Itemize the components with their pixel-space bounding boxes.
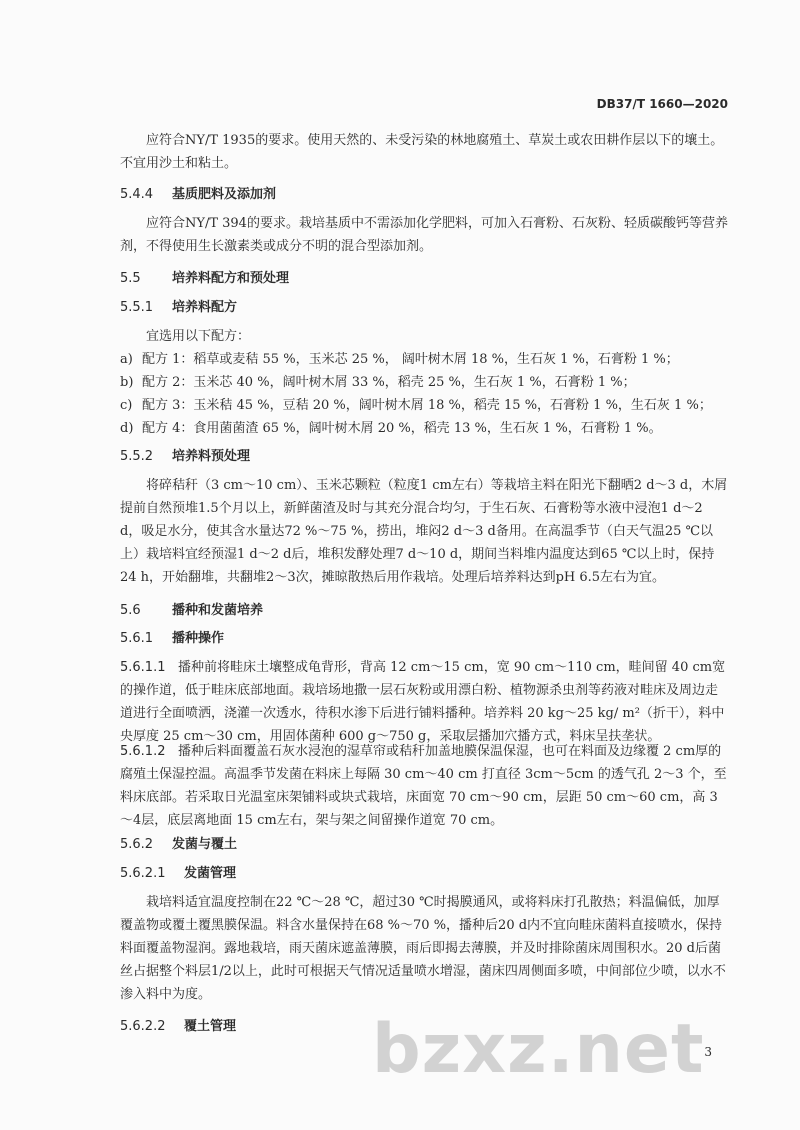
section-title: 覆土管理 [184, 1019, 237, 1034]
section-title: 培养料预处理 [172, 449, 251, 464]
heading-5-6-2-1 [120, 862, 236, 881]
list-letter: c) [120, 398, 133, 413]
list-letter: d) [120, 421, 134, 436]
paragraph-pretreatment: 将碎秸秆（3 cm～10 cm）、玉米芯颗粒（粒度1 cm左右）等栽培主料在阳光下翻晒2 d～3 d，木屑提前自然预堆1.5个月以上，新鲜菌渣及时与其充分混合均匀，于生石灰、石膏粉等水液中浸泡1 d～2 d，吸足水分，使其含水量达72 %～75 %，捞出，堆闷2 d～3 d备用。在高温季节（白天气温25 ℃以上）栽培料宜经预湿1 d～2 d后，堆积发酵处理7 d～10 d，期间当料堆内温度达到65 ℃以上时，保持24 h，开始翻堆，共翻堆2～3次，摊晾散热后用作栽培。处理后培养料达到pH 6.5左右为宜。 [120, 478, 728, 585]
list-item [120, 417, 728, 440]
standard-code: DB37/T 1660—2020 [596, 97, 728, 111]
list-text: 配方 4：食用菌菌渣 65 %，阔叶树木屑 20 %，稻壳 13 %，生石灰 1 %，石膏粉 1 %。 [142, 421, 662, 436]
clause-text: 播种后料面覆盖石灰水浸泡的湿草帘或秸秆加盖地膜保温保湿，也可在料面及边缘覆 2 cm厚的腐殖土保湿控温。高温季节发菌在料床上每隔 30 cm～40 cm 打直径 3cm～5cm 的透气孔 2～3 个，至料床底部。若采取日光温室床架铺料或块式栽培，床面宽 70 cm～90 cm，层距 50 cm～60 cm，高 3～4层，底层离地面 15 cm左右，架与架之间留操作道宽 70 cm。 [120, 744, 727, 828]
heading-5-5-1 [120, 296, 237, 315]
clause-5-6-1-1 [120, 656, 728, 748]
section-number: 5.6.2 [120, 837, 154, 852]
section-number: 5.6 [120, 603, 141, 618]
section-title: 基质肥料及添加剂 [172, 187, 277, 202]
section-number: 5.4.4 [120, 187, 154, 202]
list-text: 配方 3：玉米秸 45 %，豆秸 20 %，阔叶树木屑 18 %，稻壳 15 %，石膏粉 1 %，生石灰 1 %； [142, 398, 712, 413]
heading-5-5 [120, 267, 289, 286]
list-item [120, 348, 728, 371]
paragraph-fajun: 栽培料适宜温度控制在22 ℃～28 ℃，超过30 ℃时揭膜通风，或将料床打孔散热；料温偏低，加厚覆盖物或覆土覆黑膜保温。料含水量保持在68 %～70 %，播种后20 d内不宜向畦床菌料直接喷水，保持料面覆盖物湿润。露地栽培，雨天菌床遮盖薄膜，雨后即揭去薄膜，并及时排除菌床周围积水。20 d后菌丝占据整个料层1/2以上，此时可根据天气情况适量喷水增湿，菌床四周侧面多喷，中间部位少喷，以水不渗入料中为度。 [120, 895, 726, 1002]
clause-text: 播种前将畦床土壤整成龟背形，背高 12 cm～15 cm，宽 90 cm～110 cm，畦间留 40 cm宽的操作道，低于畦床底部地面。栽培场地撒一层石灰粉或用漂白粉、植物源杀虫剂等药液对畦床及周边走道进行全面喷洒，浇灌一次透水，待积水渗下后进行铺料播种。培养料 20 kg～25 kg/ m²（折干），料中央厚度 25 cm～30 cm，用固体菌种 600 g～750 g，采取层播加穴播方式，料床呈扶垄状。 [120, 660, 726, 744]
clause-number: 5.6.1.2 [120, 744, 166, 759]
list-text: 配方 2：玉米芯 40 %，阔叶树木屑 33 %，稻壳 25 %，生石灰 1 %，石膏粉 1 %； [142, 375, 636, 390]
section-title: 播种操作 [172, 631, 225, 646]
heading-5-6-2-2 [120, 1015, 236, 1034]
section-title: 播种和发菌培养 [172, 603, 264, 618]
list-letter: b) [120, 375, 134, 390]
section-title: 培养料配方 [172, 300, 238, 315]
heading-5-5-2 [120, 445, 250, 464]
clause-5-6-1-2 [120, 740, 728, 832]
watermark: bzxz.net [372, 1010, 705, 1089]
list-letter: a) [120, 352, 133, 367]
formula-list [120, 325, 728, 440]
heading-5-6-2 [120, 833, 237, 852]
section-title: 发菌与覆土 [172, 837, 238, 852]
list-text: 配方 1：稻草或麦秸 55 %，玉米芯 25 %， 阔叶树木屑 18 %，生石灰 1 %，石膏粉 1 %； [142, 352, 679, 367]
page-number: 3 [704, 1045, 712, 1059]
section-number: 5.6.2.1 [120, 866, 166, 881]
heading-5-6-1 [120, 627, 224, 646]
section-number: 5.5.2 [120, 449, 154, 464]
list-item [120, 371, 728, 394]
section-number: 5.5 [120, 271, 141, 286]
section-number: 5.6.2.2 [120, 1019, 166, 1034]
section-number: 5.6.1 [120, 631, 154, 646]
formula-intro: 宜选用以下配方： [146, 329, 251, 344]
section-number: 5.5.1 [120, 300, 154, 315]
heading-5-4-4 [120, 183, 276, 202]
paragraph-fertilizer: 应符合NY/T 394的要求。栽培基质中不需添加化学肥料，可加入石膏粉、石灰粉、轻质碳酸钙等营养剂，不得使用生长激素类或成分不明的混合型添加剂。 [120, 216, 728, 254]
clause-number: 5.6.1.1 [120, 660, 166, 675]
section-title: 培养料配方和预处理 [172, 271, 290, 286]
section-title: 发菌管理 [184, 866, 237, 881]
paragraph-soil: 应符合NY/T 1935的要求。使用天然的、未受污染的林地腐殖土、草炭土或农田耕作层以下的壤土。不宜用沙土和粘土。 [120, 133, 724, 171]
list-item [120, 394, 728, 417]
heading-5-6 [120, 599, 263, 618]
